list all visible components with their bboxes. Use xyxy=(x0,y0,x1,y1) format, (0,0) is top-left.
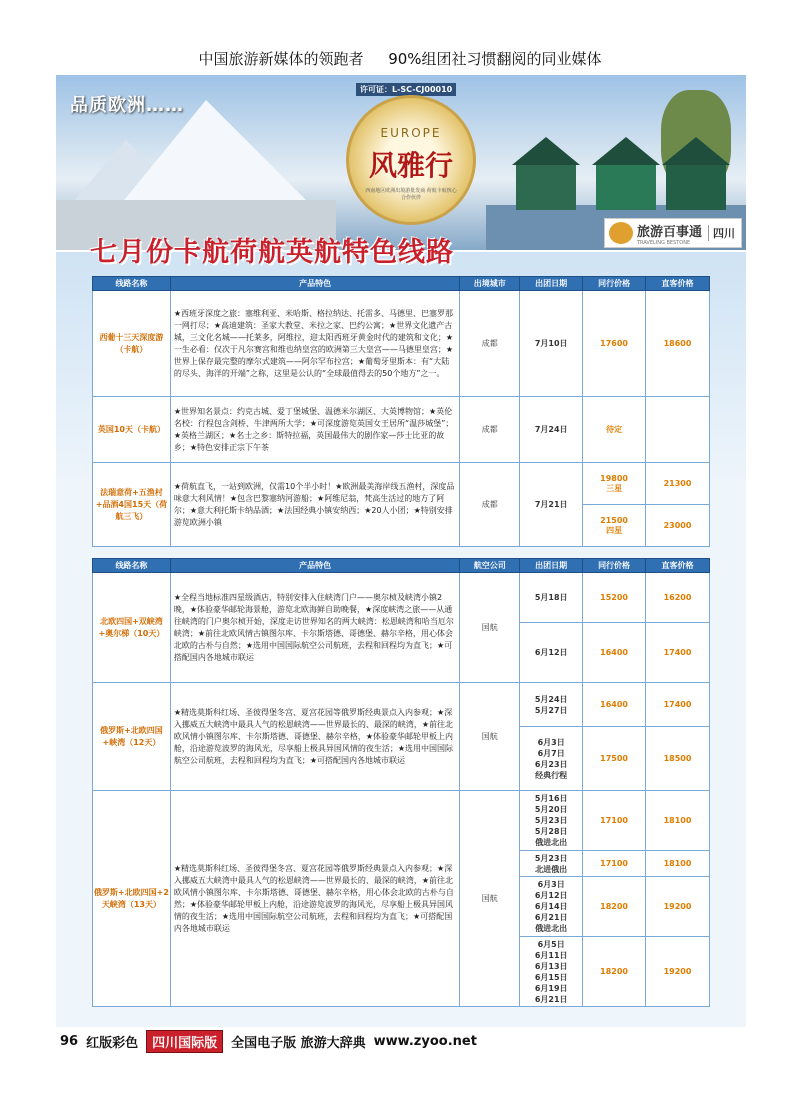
route-name: 北欧四国+双峡湾+奥尔梯（10天） xyxy=(93,573,171,683)
departure-date: 7月24日 xyxy=(520,397,583,463)
departure-date xyxy=(520,683,583,727)
route-name: 英国10天（卡航） xyxy=(93,397,171,463)
header-cell: 航空公司 xyxy=(460,559,520,573)
page-number: 96 xyxy=(60,1034,79,1049)
date-line: 6月19日 xyxy=(534,983,568,993)
route-features: ★西班牙深度之旅：塞维利亚、米哈斯、格拉纳达、托雷多、马德里、巴塞罗那一网打尽；★高迪建筑：圣家大教堂、米拉之家、巴约公寓；★世界文化遗产古城，三文化名城——托莱多，阿维拉，迎太阳西班牙黄金时代的建筑和文化；★一生必看：仅次于凡尔赛宫和维也纳皇宫的欧洲第三大皇宫——马德里皇宫；★世界上保存最完整的摩尔式建筑——阿尔罕布拉宫；★葡萄牙里斯本：有“大陆的尽头、海洋的开端”之称，这里是公认的“全球最值得去的50个地方”之一。 xyxy=(170,291,459,397)
bestone-en: TRAVELING BESTONE xyxy=(637,239,691,246)
departure-city: 成都 xyxy=(460,463,520,547)
peer-price-value: 21500 xyxy=(600,515,628,525)
retail-price: 18100 xyxy=(646,851,710,877)
departure-date xyxy=(520,727,583,791)
bestone-region: 四川 xyxy=(708,225,735,241)
header-cell: 线路名称 xyxy=(93,559,171,573)
permit-number: 许可证：L-SC-CJ00010 xyxy=(356,83,456,96)
departure-date xyxy=(520,937,583,1007)
header-cell: 产品特色 xyxy=(170,277,459,291)
page-footer xyxy=(60,1030,477,1053)
date-line: 俄进北出 xyxy=(535,838,568,847)
table-header xyxy=(93,277,710,291)
retail-price: 21300 xyxy=(646,463,710,505)
departure-date xyxy=(520,877,583,937)
header-cell: 产品特色 xyxy=(170,559,459,573)
star-rating: 四星 xyxy=(606,525,623,535)
date-line: 6月14日 xyxy=(534,902,568,911)
date-line: 6月15日 xyxy=(534,972,568,982)
header-cell: 同行价格 xyxy=(583,277,646,291)
route-name: 西葡十三天深度游（卡航） xyxy=(93,291,171,397)
airline: 国航 xyxy=(460,683,520,791)
dutch-house xyxy=(596,165,656,210)
retail-price: 17400 xyxy=(646,623,710,683)
footer-url[interactable]: www.zyoo.net xyxy=(373,1034,477,1049)
route-features: ★精选莫斯科红场、圣彼得堡冬宫、夏宫花园等俄罗斯经典景点入内参观；★深入挪威五大峡湾中最具人气的松恩峡湾——世界最长的、最深的峡湾，★前往北欧风情小镇图尔库、卡尔斯塔德、哥德堡、赫尔辛格，★体验豪华邮轮甲板上内舱，沿途游览波罗的海风光，尽享船上极具异国风情的夜生活；★选用中国国际航空公司航班，去程和回程均为直飞；★可搭配国内各地城市联运 xyxy=(170,683,459,791)
bestone-name: 旅游百事通 xyxy=(637,224,703,240)
airline: 国航 xyxy=(460,573,520,683)
footer-section: 红版彩色 xyxy=(86,1036,139,1051)
date-line: 6月7日 xyxy=(537,748,565,758)
bestone-logo xyxy=(604,218,742,248)
logo-brand-name: 风雅行 xyxy=(368,149,453,182)
header-cell: 出境城市 xyxy=(460,277,520,291)
date-line: 6月5日 xyxy=(537,939,565,949)
departure-date: 6月12日 xyxy=(520,623,583,683)
peer-price-value: 19800 xyxy=(600,473,628,483)
retail-price: 19200 xyxy=(646,937,710,1007)
retail-price: 18600 xyxy=(646,291,710,397)
header-cell: 出团日期 xyxy=(520,559,583,573)
peer-price xyxy=(583,505,646,547)
retail-price: 23000 xyxy=(646,505,710,547)
departure-city: 成都 xyxy=(460,291,520,397)
star-rating: 三星 xyxy=(606,483,623,493)
date-line: 6月23日 xyxy=(534,759,568,769)
peer-price: 17100 xyxy=(583,851,646,877)
header-cell: 同行价格 xyxy=(583,559,646,573)
route-name: 法瑞意荷+五渔村+品酒4国15天（荷航三飞） xyxy=(93,463,171,547)
logo-europe: EUROPE xyxy=(380,126,442,140)
route-features: ★荷航直飞，一站到欧洲，仅需10个半小时！★欧洲最美海岸线五渔村，深度品味意大利风情！★包含巴黎塞纳河游船；★阿维尼翁，梵高生活过的地方了阿尔；★意大利托斯卡纳品酒；★法国经典小镇安纳西；★20人小团；★特别安排游览欧洲小镇 xyxy=(170,463,459,547)
date-line: 5月23日 xyxy=(534,853,568,863)
date-line: 6月21日 xyxy=(534,913,568,922)
departure-date xyxy=(520,791,583,851)
route-features: ★全程当地标准四星级酒店，特别安排入住峡湾门户——奥尔桢及峡湾小镇2晚，★体验豪华邮轮海景舱，游览北欧海鲜自助晚餐，★深度峡湾之旅——从通往峡湾的门户奥尔桢开始，深度走访世界知名的两大峡湾：松恩峡湾和哈当厄尔峡湾；★前往北欧风情古镇图尔库、卡尔斯塔德、哥德堡、赫尔辛格，用心体会北欧的古朴与自然；★选用中国国际航空公司航班，去程和回程均为直飞；★可搭配国内各地城市联运 xyxy=(170,573,459,683)
brand-logo xyxy=(346,95,476,225)
table-row xyxy=(93,291,710,397)
date-line: 6月12日 xyxy=(534,891,568,900)
departure-date: 7月10日 xyxy=(520,291,583,397)
dutch-house xyxy=(666,165,726,210)
retail-price xyxy=(646,397,710,463)
route-name: 俄罗斯+北欧四国+峡湾（12天） xyxy=(93,683,171,791)
airline: 国航 xyxy=(460,791,520,1007)
table-row xyxy=(93,683,710,727)
peer-price xyxy=(583,463,646,505)
header-cell: 线路名称 xyxy=(93,277,171,291)
retail-price: 18100 xyxy=(646,791,710,851)
top-slogan: 中国旅游新媒体的领跑者 90%组团社习惯翻阅的同业媒体 xyxy=(198,50,602,68)
date-line: 5月16日 xyxy=(534,794,568,803)
departure-date xyxy=(520,851,583,877)
header-cell: 直客价格 xyxy=(646,559,710,573)
table-row xyxy=(93,397,710,463)
dutch-house xyxy=(516,165,576,210)
date-line: 6月21日 xyxy=(534,994,568,1004)
peer-price: 待定 xyxy=(583,397,646,463)
date-line: 北进俄出 xyxy=(535,864,568,874)
departure-city: 成都 xyxy=(460,397,520,463)
bestone-icon xyxy=(609,222,633,244)
header-cell: 出团日期 xyxy=(520,277,583,291)
retail-price: 16200 xyxy=(646,573,710,623)
date-line: 5月27日 xyxy=(534,705,568,715)
date-line: 俄进北出 xyxy=(535,924,568,933)
header-cell: 直客价格 xyxy=(646,277,710,291)
departure-date: 5月18日 xyxy=(520,573,583,623)
date-line: 6月3日 xyxy=(537,880,565,889)
route-table-2 xyxy=(92,558,710,1007)
date-line: 6月11日 xyxy=(534,950,568,960)
peer-price: 16400 xyxy=(583,683,646,727)
table-row xyxy=(93,791,710,851)
footer-tagline: 全国电子版 旅游大辞典 xyxy=(231,1036,366,1051)
peer-price: 17100 xyxy=(583,791,646,851)
date-line: 6月3日 xyxy=(537,737,565,747)
route-table-1 xyxy=(92,276,710,547)
route-name: 俄罗斯+北欧四国+2天峡湾（13天） xyxy=(93,791,171,1007)
date-line: 5月20日 xyxy=(534,805,568,814)
date-line: 5月28日 xyxy=(534,827,568,836)
date-line: 经典行程 xyxy=(535,770,568,780)
peer-price: 17500 xyxy=(583,727,646,791)
peer-price: 18200 xyxy=(583,937,646,1007)
table-row xyxy=(93,573,710,623)
departure-date: 7月21日 xyxy=(520,463,583,547)
date-line: 5月23日 xyxy=(534,816,568,825)
logo-subtitle: 西南地区欧洲出境游批发商 荷航卡航核心合作伙伴 xyxy=(365,188,457,201)
retail-price: 17400 xyxy=(646,683,710,727)
route-features: ★精选莫斯科红场、圣彼得堡冬宫、夏宫花园等俄罗斯经典景点入内参观；★深入挪威五大峡湾中最具人气的松恩峡湾——世界最长的、最深的峡湾，★前往北欧风情小镇图尔库、卡尔斯塔德、哥德堡、赫尔辛格，用心体会北欧的古朴与自然；★体验豪华邮轮甲板上内舱，沿途游览波罗的海风光，尽享船上极具异国风情的夜生活；★选用中国国际航空公司航班，去程和回程均为直飞；★可搭配国内各地城市联运 xyxy=(170,791,459,1007)
route-features: ★世界知名景点：约克古城、爱丁堡城堡、温德米尔湖区、大英博物馆；★英伦名校：行程包含剑桥、牛津两所大学；★可深度游览英国女王居所“温莎城堡”；★英格兰湖区；★名士之乡：斯特拉福，英国最伟大的剧作家—莎士比亚的故乡；★特色安排正宗下午茶 xyxy=(170,397,459,463)
peer-price: 18200 xyxy=(583,877,646,937)
retail-price: 19200 xyxy=(646,877,710,937)
date-line: 6月13日 xyxy=(534,961,568,971)
peer-price: 15200 xyxy=(583,573,646,623)
footer-edition: 四川国际版 xyxy=(146,1030,223,1053)
table-header xyxy=(93,559,710,573)
page-headline: 七月份卡航荷航英航特色线路 xyxy=(90,237,454,268)
retail-price: 18500 xyxy=(646,727,710,791)
peer-price: 17600 xyxy=(583,291,646,397)
banner-label: 品质欧洲…… xyxy=(70,95,184,116)
date-line: 5月24日 xyxy=(534,694,568,704)
table-row xyxy=(93,463,710,505)
peer-price: 16400 xyxy=(583,623,646,683)
